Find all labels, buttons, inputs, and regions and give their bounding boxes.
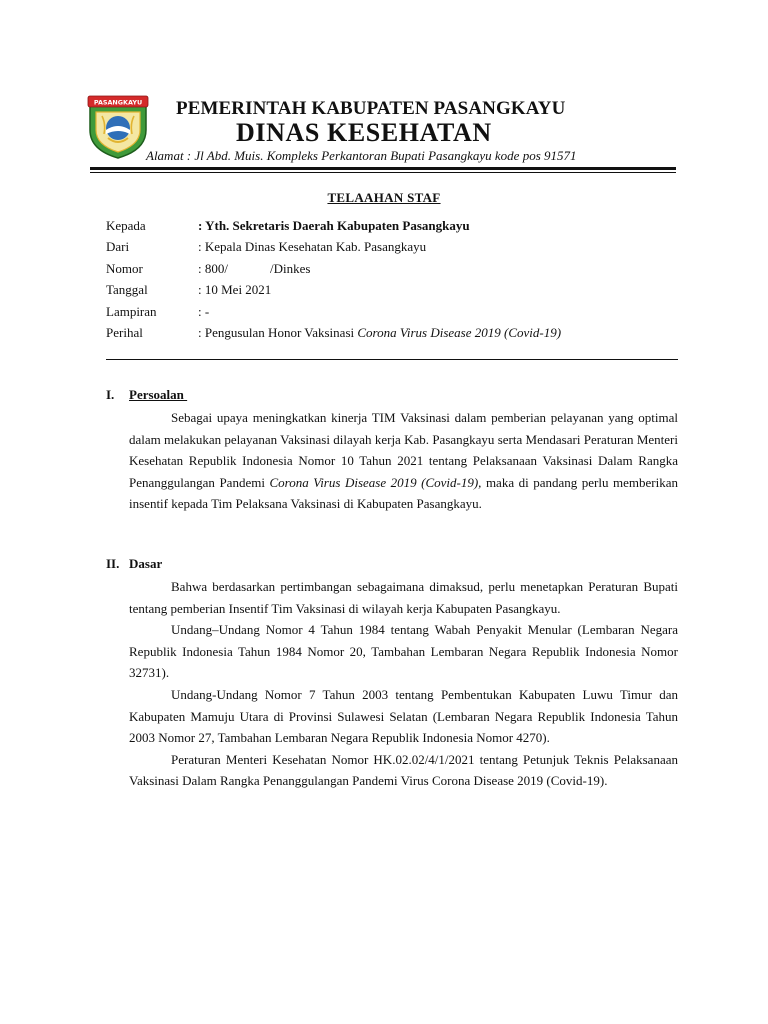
paragraph: Undang–Undang Nomor 4 Tahun 1984 tentang Wabah Penyakit Menular (Lembaran Negara Republik Indonesia Tahun 1984 Nomor 20, Tambahan Lembaran Negara Republik Indonesia Nomor 32731). (129, 622, 678, 681)
section-heading (106, 556, 678, 576)
department-name: DINAS KESEHATAN (236, 118, 492, 147)
field-label: Tanggal (106, 282, 148, 298)
section-title: Persoalan (129, 387, 188, 402)
section-persoalan (106, 387, 678, 515)
field-value (198, 325, 561, 341)
nomor-prefix: : 800/ (198, 260, 228, 276)
field-label: Kepada (106, 218, 146, 233)
field-value: : 10 Mei 2021 (198, 282, 272, 298)
field-value: : Yth. Sekretaris Daerah Kabupaten Pasangkayu (198, 218, 470, 233)
paragraph (129, 407, 678, 515)
regency-emblem-logo (86, 94, 150, 160)
field-label: Perihal (106, 324, 143, 340)
svg-text:PASANGKAYU: PASANGKAYU (93, 98, 143, 107)
letterhead-rule-thick (90, 167, 676, 170)
paragraph-text: Sebagai upaya meningkatkan kinerja TIM Vaksinasi dalam pemberian pelayanan yang optimal dalam melakukan pelayanan Vaksinasi dilayah kerja Kab. Pasangkayu serta Mendasari Peraturan Menteri Kesehatan Republik Indonesia Nomor 10 Tahun 2021 tentang Pelaksanaan Vaksinasi Dalam Rangka Penanggulangan Pandemi (129, 410, 678, 490)
section-number: I. (106, 387, 115, 402)
document-title: TELAAHAN STAF (327, 190, 441, 205)
office-address: Alamat : Jl Abd. Muis. Kompleks Perkantoran Bupati Pasangkayu kode pos 91571 (146, 148, 577, 163)
field-value: : Kepala Dinas Kesehatan Kab. Pasangkayu (198, 239, 427, 255)
section-heading (106, 387, 678, 407)
letterhead-rule-thin (90, 172, 676, 173)
paragraph: Peraturan Menteri Kesehatan Nomor HK.02.02/4/1/2021 tentang Petunjuk Teknis Pelaksanaan Vaksinasi Dalam Rangka Penanggulangan Pandemi Virus Corona Disease 2019 (Covid-19). (129, 751, 678, 789)
paragraph: Undang-Undang Nomor 7 Tahun 2003 tentang Pembentukan Kabupaten Luwu Timur dan Kabupaten Mamuju Utara di Provinsi Sulawesi Selatan (Lembaran Negara Republik Indonesia Tahun 2003 Nomor 27, Tambahan Lembaran Negara Republik Indonesia Nomor 4270). (129, 686, 678, 746)
field-label: Lampiran (106, 303, 157, 319)
paragraph-italic-text: Corona Virus Disease 2019 (Covid-19), (269, 474, 482, 490)
perihal-text: : Pengusulan Honor Vaksinasi (198, 324, 358, 340)
section-title: Dasar (129, 556, 163, 571)
perihal-italic-text: Corona Virus Disease 2019 (Covid-19) (357, 324, 562, 340)
section-dasar (106, 556, 678, 792)
field-label: Dari (106, 239, 130, 255)
nomor-suffix: /Dinkes (269, 260, 311, 276)
paragraph: Bahwa berdasarkan pertimbangan sebagaimana dimaksud, perlu menetapkan Peraturan Bupati tentang pemberian Insentif Tim Vaksinasi di wilayah kerja Kabupaten Pasangkayu. (129, 579, 678, 616)
government-name: PEMERINTAH KABUPATEN PASANGKAYU (176, 98, 566, 119)
field-value: : - (198, 303, 210, 319)
field-value (198, 261, 310, 277)
field-label: Nomor (106, 260, 143, 276)
paragraph-text: maka di pandang perlu memberikan insentif kepada Tim Pelaksana Vaksinasi di Kabupaten Pasangkayu. (129, 474, 678, 512)
header-separator-rule (106, 359, 678, 360)
section-number: II. (106, 556, 120, 571)
